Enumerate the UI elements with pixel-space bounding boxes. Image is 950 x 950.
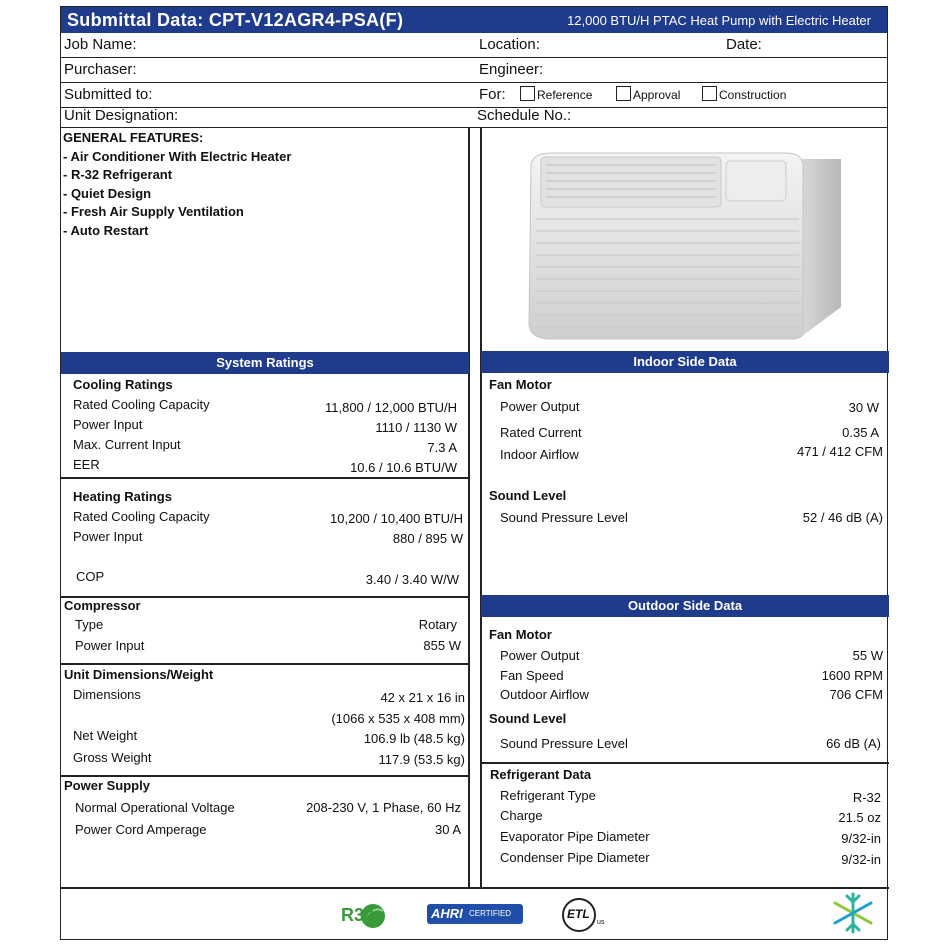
cooling-label: Power Input [73, 417, 143, 432]
indoor-sound-title: Sound Level [489, 488, 567, 503]
purchaser-label: Purchaser: [64, 61, 137, 78]
refrigerant-label: Refrigerant Type [500, 788, 596, 803]
footer-divider [61, 887, 889, 889]
indoor-data-bar: Indoor Side Data [481, 351, 889, 373]
title-bar [61, 7, 887, 33]
feature-item: - R-32 Refrigerant [63, 167, 173, 182]
page-subtitle: 12,000 BTU/H PTAC Heat Pump with Electric Heater [567, 13, 871, 28]
general-features [63, 129, 291, 240]
gross-weight-value: 117.9 (53.5 kg) [378, 752, 465, 767]
net-weight-value: 106.9 lb (48.5 kg) [363, 731, 465, 746]
job-name-label: Job Name: [64, 36, 137, 53]
heating-label: COP [76, 569, 105, 584]
refrigerant-label: Condenser Pipe Diameter [500, 850, 650, 865]
compressor-value: Rotary [418, 617, 457, 632]
outdoor-sound-value: 66 dB (A) [826, 736, 881, 751]
outdoor-fan-label: Outdoor Airflow [500, 687, 589, 702]
column-divider-left [468, 128, 470, 888]
reference-checkbox[interactable]: Reference [520, 86, 592, 103]
indoor-fan-value: 0.35 A [842, 425, 879, 440]
heating-ratings-title: Heating Ratings [73, 489, 172, 504]
refrigerant-title: Refrigerant Data [490, 767, 592, 782]
dimensions-title: Unit Dimensions/Weight [64, 667, 214, 682]
form-row-purchaser [61, 58, 887, 83]
outdoor-fan-label: Power Output [500, 648, 580, 663]
divider [61, 663, 469, 665]
page-title: Submittal Data: CPT-V12AGR4-PSA(F) [67, 10, 404, 30]
outdoor-fan-value: 706 CFM [829, 687, 883, 702]
gross-weight-label: Gross Weight [73, 750, 152, 765]
ptac-unit-image [511, 147, 881, 347]
indoor-sound-label: Sound Pressure Level [500, 510, 628, 525]
refrigerant-label: Evaporator Pipe Diameter [500, 829, 650, 844]
divider [61, 477, 469, 479]
location-label: Location: [479, 36, 540, 53]
dimensions-metric-value: (1066 x 535 x 408 mm) [331, 711, 465, 726]
schedule-no-label: Schedule No.: [477, 107, 572, 124]
date-label: Date: [726, 36, 762, 53]
indoor-fan-value: 471 / 412 CFM [797, 444, 883, 459]
r32-logo: R32 [339, 901, 391, 931]
net-weight-label: Net Weight [73, 728, 138, 743]
outdoor-fan-title: Fan Motor [489, 627, 552, 642]
outdoor-fan-value: 55 W [852, 648, 883, 663]
form-row-unit [61, 105, 887, 128]
divider [61, 775, 469, 777]
for-label: For: [479, 86, 506, 103]
heating-label: Power Input [73, 529, 143, 544]
submittal-sheet [60, 6, 888, 940]
submitted-to-label: Submitted to: [64, 86, 153, 103]
refrigerant-value: 9/32-in [841, 852, 881, 867]
unit-designation-label: Unit Designation: [64, 107, 179, 124]
heating-value: 10,200 / 10,400 BTU/H [330, 511, 463, 526]
outdoor-fan-label: Fan Speed [500, 668, 564, 683]
outdoor-sound-title: Sound Level [489, 711, 567, 726]
feature-item: - Quiet Design [63, 185, 152, 201]
engineer-label: Engineer: [479, 61, 544, 78]
heating-value: 3.40 / 3.40 W/W [365, 572, 459, 587]
form-row-job [61, 33, 887, 58]
outdoor-data-bar: Outdoor Side Data [481, 595, 889, 617]
dimensions-value: 42 x 21 x 16 in [380, 690, 465, 705]
cooling-label: Max. Current Input [73, 437, 181, 452]
heating-label: Rated Cooling Capacity [73, 509, 210, 524]
divider [481, 762, 889, 764]
construction-checkbox[interactable]: Construction [702, 86, 786, 103]
power-label: Power Cord Amperage [75, 822, 207, 837]
cooling-value: 7.3 A [427, 440, 457, 455]
brand-snowflake-icon [827, 890, 879, 936]
approval-checkbox[interactable]: Approval [616, 86, 680, 103]
outdoor-sound-label: Sound Pressure Level [500, 736, 628, 751]
indoor-fan-label: Indoor Airflow [500, 447, 579, 462]
power-value: 30 A [434, 822, 461, 837]
refrigerant-value: 21.5 oz [838, 810, 881, 825]
outdoor-fan-value: 1600 RPM [821, 668, 883, 683]
ahri-certified-logo: AHRI CERTIFIED [427, 904, 523, 924]
refrigerant-value: R-32 [852, 790, 881, 805]
refrigerant-value: 9/32-in [841, 831, 881, 846]
indoor-fan-label: Rated Current [500, 425, 582, 440]
power-supply-title: Power Supply [64, 778, 150, 793]
column-divider-right [480, 128, 482, 888]
power-label: Normal Operational Voltage [75, 800, 235, 815]
compressor-value: 855 W [423, 638, 461, 653]
feature-item: - Air Conditioner With Electric Heater [63, 148, 292, 164]
system-ratings-bar: System Ratings [61, 352, 469, 374]
feature-item: - Auto Restart [63, 222, 149, 238]
cooling-ratings-title: Cooling Ratings [73, 377, 173, 392]
indoor-fan-value: 30 W [848, 400, 879, 415]
indoor-fan-title: Fan Motor [489, 377, 552, 392]
cooling-value: 10.6 / 10.6 BTU/W [350, 460, 457, 475]
compressor-title: Compressor [64, 598, 141, 613]
dimensions-label: Dimensions [73, 687, 141, 702]
cooling-label: Rated Cooling Capacity [73, 397, 210, 412]
indoor-fan-label: Power Output [500, 399, 580, 414]
compressor-label: Type [75, 617, 104, 632]
refrigerant-label: Charge [500, 808, 543, 823]
feature-item: - Fresh Air Supply Ventilation [63, 204, 244, 219]
indoor-sound-value: 52 / 46 dB (A) [802, 510, 883, 525]
cooling-value: 1110 / 1130 W [375, 420, 457, 435]
cooling-label: EER [73, 457, 100, 472]
compressor-label: Power Input [75, 638, 145, 653]
features-title: GENERAL FEATURES: [63, 130, 204, 145]
power-value: 208-230 V, 1 Phase, 60 Hz [306, 800, 461, 815]
heating-value: 880 / 895 W [392, 531, 463, 546]
cooling-value: 11,800 / 12,000 BTU/H [324, 400, 457, 415]
etl-logo: ETL us [561, 897, 605, 933]
